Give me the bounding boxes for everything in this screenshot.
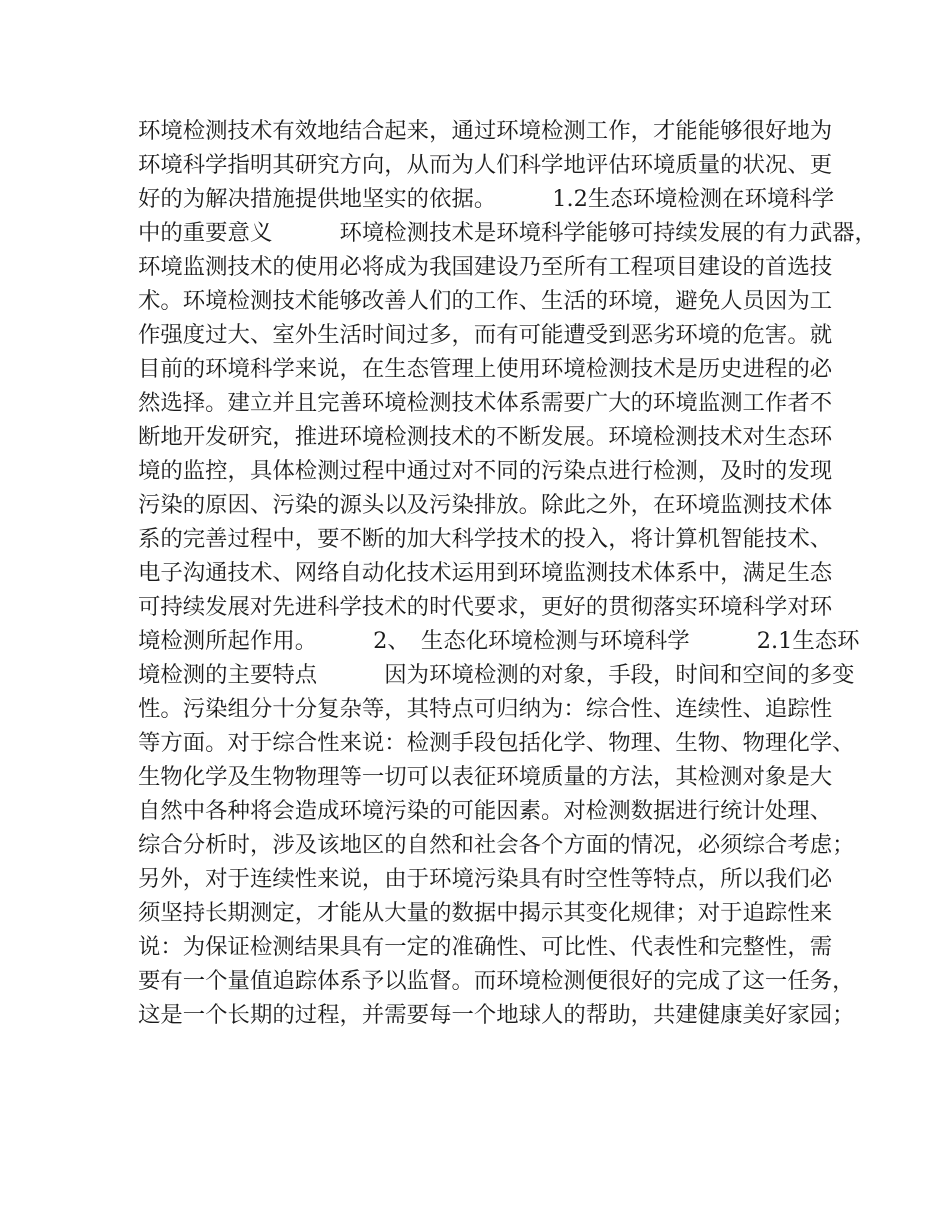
text-line-27: 这是一个长期的过程，并需要每一个地球人的帮助，共建健康美好家园； [138,1002,855,1028]
text-line-11: 境的监控，具体检测过程中通过对不同的污染点进行检测，及时的发现 [138,458,833,484]
text-line-9: 然选择。建立并且完善环境检测技术体系需要广大的环境监测工作者不 [138,390,833,416]
text-line-20: 生物化学及生物物理等一切可以表征环境质量的方法，其检测对象是大 [138,764,833,790]
text-line-6: 术。环境检测技术能够改善人们的工作、生活的环境，避免人员因为工 [138,288,833,314]
text-line-19: 等方面。对于综合性来说：检测手段包括化学、物理、生物、物理化学、 [138,730,855,756]
text-line-13: 系的完善过程中，要不断的加大科学技术的投入，将计算机智能技术、 [138,526,833,552]
text-line-23: 另外，对于连续性来说，由于环境污染具有时空性等特点，所以我们必 [138,866,833,892]
text-line-2: 环境科学指明其研究方向，从而为人们科学地评估环境质量的状况、更 [138,152,833,178]
text-line-8: 目前的环境科学来说，在生态管理上使用环境检测技术是历史进程的必 [138,356,833,382]
text-line-1: 环境检测技术有效地结合起来，通过环境检测工作，才能能够很好地为 [138,118,833,144]
text-line-12: 污染的原因、污染的源头以及污染排放。除此之外，在环境监测技术体 [138,492,833,518]
body-text [138,114,877,1032]
text-line-15: 可持续发展对先进科学技术的时代要求，更好的贯彻落实环境科学对环 [138,594,833,620]
text-line-14: 电子沟通技术、网络自动化技术运用到环境监测技术体系中，满足生态 [138,560,833,586]
text-line-16: 境检测所起作用。 2、 生态化环境检测与环境科学 2.1生态环 [138,628,860,654]
text-line-7: 作强度过大、室外生活时间过多，而有可能遭受到恶劣环境的危害。就 [138,322,833,348]
text-line-25: 说：为保证检测结果具有一定的准确性、可比性、代表性和完整性，需 [138,934,833,960]
text-line-24: 须坚持长期测定，才能从大量的数据中揭示其变化规律；对于追踪性来 [138,900,833,926]
text-line-10: 断地开发研究，推进环境检测技术的不断发展。环境检测技术对生态环 [138,424,833,450]
text-line-22: 综合分析时，涉及该地区的自然和社会各个方面的情况，必须综合考虑； [138,832,855,858]
text-line-4: 中的重要意义 环境检测技术是环境科学能够可持续发展的有力武器， [138,220,877,246]
text-line-3: 好的为解决措施提供地坚实的依据。 1.2生态环境检测在环境科学 [138,186,835,212]
text-line-18: 性。污染组分十分复杂等，其特点可归纳为：综合性、连续性、追踪性 [138,696,833,722]
text-line-21: 自然中各种将会造成环境污染的可能因素。对检测数据进行统计处理、 [138,798,833,824]
text-line-26: 要有一个量值追踪体系予以监督。而环境检测便很好的完成了这一任务， [138,968,855,994]
text-line-5: 环境监测技术的使用必将成为我国建设乃至所有工程项目建设的首选技 [138,254,833,280]
text-line-17: 境检测的主要特点 因为环境检测的对象，手段，时间和空间的多变 [138,662,855,688]
